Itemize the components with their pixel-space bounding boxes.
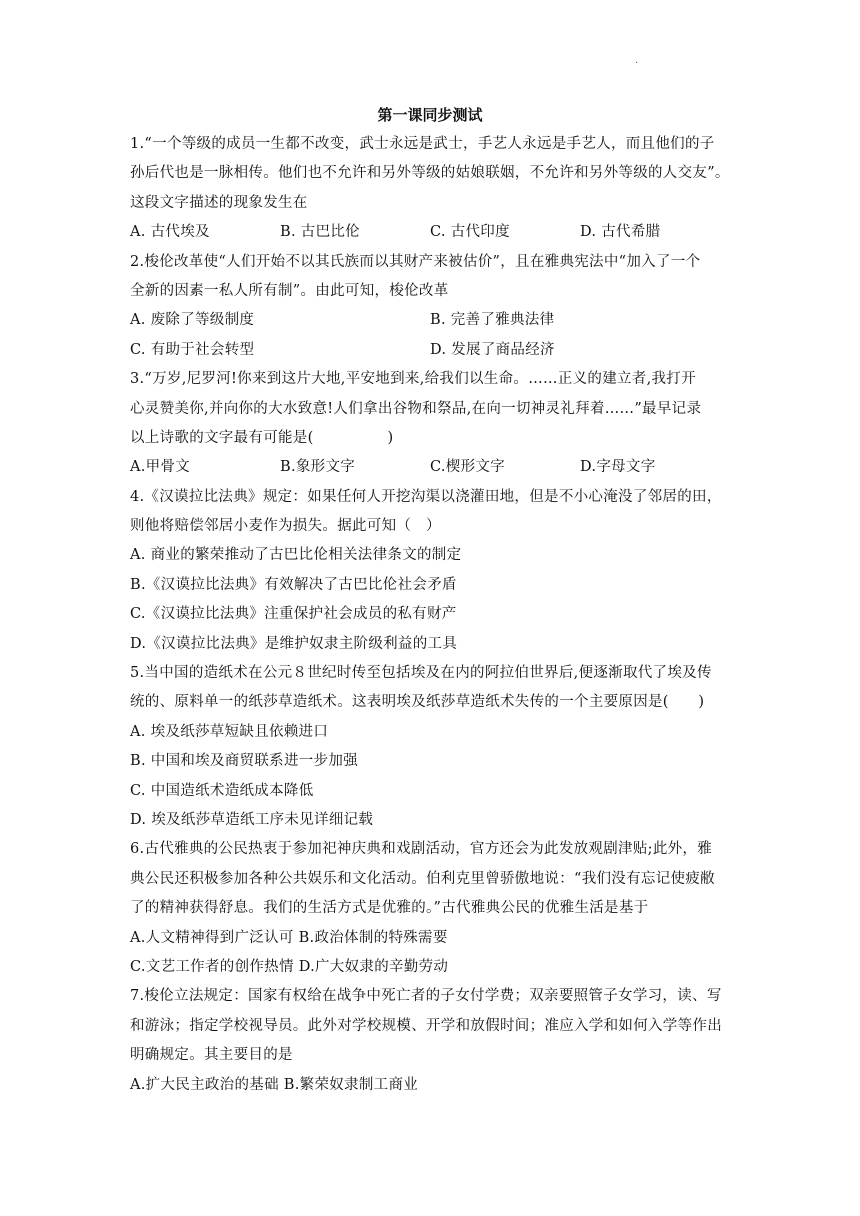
- option-d: D.字母文字: [580, 459, 656, 476]
- question-5: [130, 659, 730, 835]
- option-c: C.《汉谟拉比法典》注重保护社会成员的私有财产: [130, 606, 457, 623]
- options-ab: A.扩大民主政治的基础 B.繁荣奴隶制工商业: [130, 1076, 419, 1093]
- question-text: 3.“万岁,尼罗河!你来到这片大地,平安地到来,给我们以生命。……正义的建立者,我打开: [130, 371, 696, 388]
- question-text: 了的精神获得舒息。我们的生活方式是优雅的。”古代雅典公民的优雅生活是基于: [130, 900, 649, 917]
- question-text: 典公民还积极参加各种公共娱乐和文化活动。伯利克里曾骄傲地说：“我们没有忘记使疲敝: [130, 870, 715, 887]
- question-3: [130, 365, 730, 483]
- question-text: 以上诗歌的文字最有可能是( ): [130, 429, 394, 446]
- options-cd: C.文艺工作者的创作热情 D.广大奴隶的辛勤劳动: [130, 958, 449, 975]
- option-d: D.《汉谟拉比法典》是维护奴隶主阶级利益的工具: [130, 635, 458, 652]
- question-text: 统的、原料单一的纸莎草造纸术。这表明埃及纸莎草造纸术失传的一个主要原因是( ): [130, 694, 705, 711]
- option-b: B. 中国和埃及商贸联系进一步加强: [130, 753, 358, 770]
- option-a: A.甲骨文: [130, 459, 191, 476]
- question-text: 5.当中国的造纸术在公元８世纪时传至包括埃及在内的阿拉伯世界后,便逐渐取代了埃及传: [130, 665, 712, 682]
- option-d: D. 发展了商品经济: [430, 341, 555, 358]
- option-d: D. 古代希腊: [580, 224, 661, 241]
- question-2: [130, 248, 730, 366]
- option-b: B.《汉谟拉比法典》有效解决了古巴比伦社会矛盾: [130, 576, 457, 593]
- question-text: 明确规定。其主要目的是: [130, 1047, 293, 1064]
- page-title: 第一课同步测试: [377, 106, 483, 124]
- option-a: A. 商业的繁荣推动了古巴比伦相关法律条文的制定: [130, 547, 462, 564]
- question-text: 6.古代雅典的公民热衷于参加祀神庆典和戏剧活动，官方还会为此发放观剧津贴;此外，雅: [130, 841, 713, 858]
- question-text: 1.“一个等级的成员一生都不改变，武士永远是武士，手艺人永远是手艺人，而且他们的子: [130, 136, 715, 152]
- option-c: C. 古代印度: [430, 224, 510, 241]
- header-mark: ·: [635, 58, 639, 69]
- question-4: [130, 483, 730, 659]
- option-c: C. 中国造纸术造纸成本降低: [130, 782, 314, 799]
- question-text: 这段文字描述的现象发生在: [130, 194, 308, 211]
- question-text: 和游泳；指定学校视导员。此外对学校规模、开学和放假时间；准应入学和如何入学等作出: [130, 1017, 722, 1034]
- option-b: B. 古巴比伦: [280, 224, 360, 241]
- option-b: B. 完善了雅典法律: [430, 312, 555, 329]
- question-text: 全新的因素一私人所有制”。由此可知，梭伦改革: [130, 282, 449, 299]
- options-row: [130, 336, 730, 365]
- question-text: 则他将赔偿邻居小麦作为损失。据此可知（ ）: [130, 518, 441, 535]
- option-a: A. 埃及纸莎草短缺且依赖进口: [130, 723, 329, 740]
- question-text: 4.《汉谟拉比法典》规定：如果任何人开挖沟渠以浇灌田地，但是不小心淹没了邻居的田，: [130, 488, 722, 505]
- options-row: [130, 453, 730, 482]
- option-d: D. 埃及纸莎草造纸工序未见详细记载: [130, 811, 374, 828]
- question-list: [130, 130, 730, 1100]
- question-1: [130, 130, 730, 248]
- question-text: 孙后代也是一脉相传。他们也不允许和另外等级的姑娘联姻，不允许和另外等级的人交友”。: [130, 165, 730, 182]
- option-a: A. 古代埃及: [130, 224, 210, 241]
- options-row: [130, 218, 730, 247]
- question-text: 2.梭伦改革使“人们开始不以其氏族而以其财产来被估价”，且在雅典宪法中“加入了一个: [130, 253, 701, 270]
- option-c: C. 有助于社会转型: [130, 341, 255, 358]
- options-row: [130, 306, 730, 335]
- option-b: B.象形文字: [280, 459, 356, 476]
- options-ab: A.人文精神得到广泛认可 B.政治体制的特殊需要: [130, 929, 448, 946]
- option-a: A. 废除了等级制度: [130, 312, 255, 329]
- question-7: [130, 982, 730, 1100]
- question-text: 心灵赞美你,并向你的大水致意!人们拿出谷物和祭品,在向一切神灵礼拜着……”最早记录: [130, 400, 702, 417]
- question-6: [130, 835, 730, 982]
- option-c: C.楔形文字: [430, 459, 505, 476]
- question-text: 7.梭伦立法规定：国家有权给在战争中死亡者的子女付学费；双亲要照管子女学习，读、写: [130, 988, 722, 1005]
